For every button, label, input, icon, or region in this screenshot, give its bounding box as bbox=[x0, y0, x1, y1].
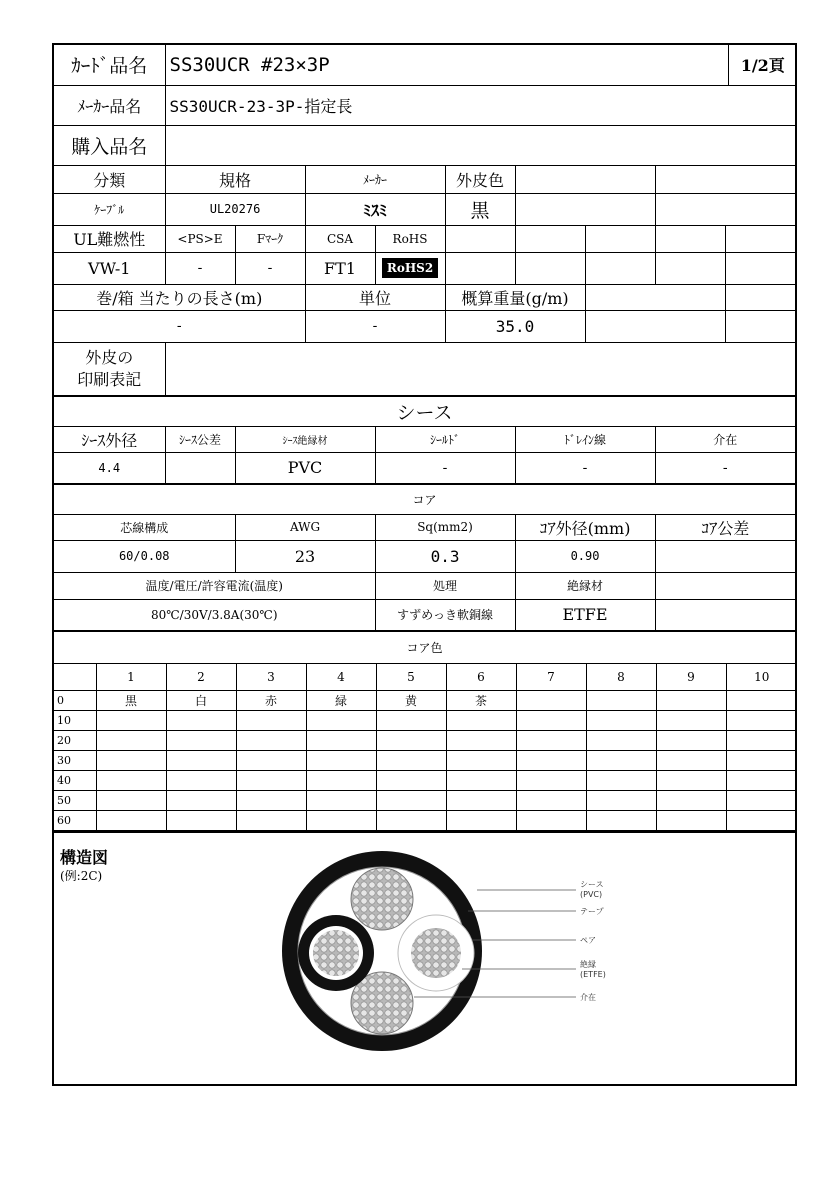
table-row bbox=[54, 711, 797, 731]
empty-cell bbox=[445, 225, 515, 252]
conductor-top bbox=[351, 868, 413, 930]
pse-value: - bbox=[165, 252, 235, 284]
color-cell bbox=[726, 751, 797, 771]
empty-cell bbox=[655, 193, 795, 225]
color-column-header: 3 bbox=[236, 664, 306, 691]
color-cell bbox=[726, 791, 797, 811]
card-name-value: SS30UCR #23×3P bbox=[165, 45, 728, 85]
sheath-insulation-label: ｼｰｽ絶縁材 bbox=[235, 426, 375, 452]
color-cell bbox=[306, 791, 376, 811]
maker-name-label: ﾒｰｶｰ品名 bbox=[54, 86, 165, 126]
color-cell bbox=[516, 771, 586, 791]
empty-cell bbox=[655, 225, 725, 252]
color-cell bbox=[306, 711, 376, 731]
f-mark-value: - bbox=[235, 252, 305, 284]
card-name-label: ｶｰﾄﾞ品名 bbox=[54, 45, 165, 85]
color-cell bbox=[516, 731, 586, 751]
color-cell bbox=[236, 751, 306, 771]
color-cell bbox=[516, 711, 586, 731]
spec-grid bbox=[54, 166, 795, 664]
color-cell bbox=[96, 731, 166, 751]
sq-value: 0.3 bbox=[375, 540, 515, 572]
shield-value: - bbox=[375, 452, 515, 484]
color-cell bbox=[586, 691, 656, 711]
color-row-label: 30 bbox=[54, 751, 96, 771]
unit-value: - bbox=[305, 310, 445, 342]
color-cell bbox=[376, 771, 446, 791]
color-cell bbox=[306, 811, 376, 831]
weight-value: 35.0 bbox=[445, 310, 585, 342]
color-cell bbox=[166, 811, 236, 831]
color-cell bbox=[306, 731, 376, 751]
color-cell bbox=[656, 691, 726, 711]
unit-label: 単位 bbox=[305, 284, 445, 310]
empty-cell bbox=[655, 252, 725, 284]
color-cell: 緑 bbox=[306, 691, 376, 711]
color-cell bbox=[376, 791, 446, 811]
color-cell bbox=[656, 811, 726, 831]
drain-wire-value: - bbox=[515, 452, 655, 484]
core-color-header bbox=[54, 664, 797, 691]
color-cell bbox=[446, 731, 516, 751]
color-cell bbox=[586, 731, 656, 751]
core-od-label: ｺｱ外径(mm) bbox=[515, 514, 655, 540]
color-cell bbox=[446, 771, 516, 791]
f-mark-label: Fﾏｰｸ bbox=[235, 225, 305, 252]
color-column-header: 4 bbox=[306, 664, 376, 691]
classification-label: 分類 bbox=[54, 166, 165, 193]
drain-wire-label: ﾄﾞﾚｲﾝ線 bbox=[515, 426, 655, 452]
empty-cell bbox=[655, 166, 795, 193]
color-row-label: 40 bbox=[54, 771, 96, 791]
treatment-value: すずめっき軟銅線 bbox=[375, 599, 515, 631]
color-cell bbox=[236, 791, 306, 811]
length-per-reel-value: - bbox=[54, 310, 305, 342]
color-cell bbox=[376, 751, 446, 771]
label-insulation: 絶縁 bbox=[580, 960, 596, 969]
color-cell bbox=[236, 811, 306, 831]
conductor-left bbox=[313, 930, 359, 976]
empty-cell bbox=[515, 252, 585, 284]
color-cell bbox=[96, 771, 166, 791]
rohs-value-cell bbox=[375, 252, 445, 284]
color-cell bbox=[376, 811, 446, 831]
treatment-label: 処理 bbox=[375, 572, 515, 599]
insulation-label: 絶縁材 bbox=[515, 572, 655, 599]
conductor-right bbox=[411, 928, 461, 978]
color-cell bbox=[166, 731, 236, 751]
color-cell bbox=[96, 711, 166, 731]
maker-value: ﾐｽﾐ bbox=[305, 193, 445, 225]
spec-sheet bbox=[52, 43, 797, 1086]
purchase-name-value bbox=[165, 126, 797, 166]
color-cell bbox=[236, 731, 306, 751]
sheath-tolerance-value bbox=[165, 452, 235, 484]
color-cell bbox=[236, 771, 306, 791]
color-cell: 茶 bbox=[446, 691, 516, 711]
color-cell: 黒 bbox=[96, 691, 166, 711]
standard-label: 規格 bbox=[165, 166, 305, 193]
weight-label: 概算重量(g/m) bbox=[445, 284, 585, 310]
color-column-header: 1 bbox=[96, 664, 166, 691]
pse-label: <PS>E bbox=[165, 225, 235, 252]
color-cell bbox=[586, 711, 656, 731]
core-color-table bbox=[54, 664, 797, 832]
color-cell bbox=[586, 811, 656, 831]
filler-value: - bbox=[655, 452, 795, 484]
label-sheath-material: (PVC) bbox=[580, 890, 603, 899]
filler-label: 介在 bbox=[655, 426, 795, 452]
awg-value: 23 bbox=[235, 540, 375, 572]
print-value bbox=[165, 342, 795, 396]
ul-flame-value: VW-1 bbox=[54, 252, 165, 284]
label-filler: 介在 bbox=[580, 993, 596, 1002]
sheath-od-label: ｼｰｽ外径 bbox=[54, 426, 165, 452]
color-cell bbox=[166, 711, 236, 731]
header-table-2 bbox=[54, 86, 797, 167]
length-per-reel-label: 巻/箱 当たりの長さ(m) bbox=[54, 284, 305, 310]
empty-cell bbox=[515, 225, 585, 252]
color-cell bbox=[306, 751, 376, 771]
color-column-header: 5 bbox=[376, 664, 446, 691]
color-cell: 赤 bbox=[236, 691, 306, 711]
color-cell bbox=[96, 751, 166, 771]
empty-cell bbox=[585, 252, 655, 284]
sheath-color-label: 外皮色 bbox=[445, 166, 515, 193]
color-cell bbox=[726, 711, 797, 731]
csa-label: CSA bbox=[305, 225, 375, 252]
empty-cell bbox=[655, 599, 795, 631]
empty-cell bbox=[515, 193, 655, 225]
table-row bbox=[54, 791, 797, 811]
structure-section bbox=[54, 831, 795, 1075]
rohs-label: RoHS bbox=[375, 225, 445, 252]
color-column-header: 6 bbox=[446, 664, 516, 691]
color-cell bbox=[96, 791, 166, 811]
table-row bbox=[54, 751, 797, 771]
color-row-label: 50 bbox=[54, 791, 96, 811]
empty-cell bbox=[515, 166, 655, 193]
color-cell bbox=[516, 811, 586, 831]
table-row bbox=[54, 771, 797, 791]
rohs-badge: RoHS2 bbox=[382, 258, 438, 278]
header-table bbox=[54, 45, 797, 86]
color-cell bbox=[656, 751, 726, 771]
core-tolerance-value bbox=[655, 540, 795, 572]
color-cell bbox=[96, 811, 166, 831]
color-cell bbox=[446, 711, 516, 731]
rating-value: 80℃/30V/3.8A(30℃) bbox=[54, 599, 375, 631]
color-cell bbox=[446, 751, 516, 771]
structure-note: (例:2C) bbox=[60, 869, 103, 883]
table-row bbox=[54, 811, 797, 831]
color-cell bbox=[376, 731, 446, 751]
sheath-tolerance-label: ｼｰｽ公差 bbox=[165, 426, 235, 452]
page-indicator: 1/2頁 bbox=[728, 45, 797, 85]
color-column-header: 10 bbox=[726, 664, 797, 691]
color-cell bbox=[236, 711, 306, 731]
maker-label: ﾒｰｶｰ bbox=[305, 166, 445, 193]
empty-cell bbox=[655, 572, 795, 599]
purchase-name-label: 購入品名 bbox=[54, 126, 165, 166]
maker-name-value: SS30UCR-23-3P-指定長 bbox=[165, 86, 797, 126]
color-cell bbox=[586, 751, 656, 771]
label-tape: テープ bbox=[580, 907, 604, 916]
label-insulation-material: (ETFE) bbox=[580, 970, 606, 979]
color-cell bbox=[656, 731, 726, 751]
color-column-header: 2 bbox=[166, 664, 236, 691]
color-cell bbox=[726, 691, 797, 711]
empty-cell bbox=[725, 225, 795, 252]
empty-cell bbox=[585, 284, 725, 310]
empty-cell bbox=[725, 284, 795, 310]
color-column-header: 7 bbox=[516, 664, 586, 691]
sq-label: Sq(mm2) bbox=[375, 514, 515, 540]
color-cell bbox=[306, 771, 376, 791]
structure-title: 構造図 bbox=[60, 848, 109, 867]
empty-cell bbox=[54, 664, 96, 691]
empty-cell bbox=[585, 225, 655, 252]
table-row bbox=[54, 691, 797, 711]
core-color-title: コア色 bbox=[54, 631, 795, 663]
sheath-insulation-value: PVC bbox=[235, 452, 375, 484]
color-row-label: 0 bbox=[54, 691, 96, 711]
label-sheath: シース bbox=[580, 880, 604, 889]
empty-cell bbox=[725, 252, 795, 284]
csa-value: FT1 bbox=[305, 252, 375, 284]
strand-config-label: 芯線構成 bbox=[54, 514, 235, 540]
empty-cell bbox=[725, 310, 795, 342]
awg-label: AWG bbox=[235, 514, 375, 540]
print-label-line1: 外皮の bbox=[85, 347, 134, 367]
color-cell bbox=[726, 771, 797, 791]
color-column-header: 9 bbox=[656, 664, 726, 691]
color-cell bbox=[166, 791, 236, 811]
label-pair: ペア bbox=[580, 936, 596, 945]
color-cell bbox=[586, 771, 656, 791]
rating-label: 温度/電圧/許容電流(温度) bbox=[54, 572, 375, 599]
color-cell bbox=[656, 711, 726, 731]
table-row bbox=[54, 731, 797, 751]
color-cell bbox=[656, 771, 726, 791]
ul-flame-label: UL難燃性 bbox=[54, 225, 165, 252]
color-cell bbox=[656, 791, 726, 811]
core-tolerance-label: ｺｱ公差 bbox=[655, 514, 795, 540]
color-row-label: 20 bbox=[54, 731, 96, 751]
color-cell: 白 bbox=[166, 691, 236, 711]
color-cell bbox=[516, 691, 586, 711]
sheath-color-value: 黒 bbox=[445, 193, 515, 225]
core-title: コア bbox=[54, 484, 795, 514]
empty-cell bbox=[585, 310, 725, 342]
color-cell bbox=[516, 751, 586, 771]
insulation-value: ETFE bbox=[515, 599, 655, 631]
color-cell bbox=[446, 811, 516, 831]
color-cell: 黄 bbox=[376, 691, 446, 711]
color-column-header: 8 bbox=[586, 664, 656, 691]
color-cell bbox=[166, 771, 236, 791]
strand-config-value: 60/0.08 bbox=[54, 540, 235, 572]
sheath-od-value: 4.4 bbox=[54, 452, 165, 484]
core-od-value: 0.90 bbox=[515, 540, 655, 572]
sheath-title: シース bbox=[54, 396, 795, 426]
color-cell bbox=[376, 711, 446, 731]
print-label-line2: 印刷表記 bbox=[77, 369, 142, 389]
shield-label: ｼｰﾙﾄﾞ bbox=[375, 426, 515, 452]
color-row-label: 10 bbox=[54, 711, 96, 731]
color-cell bbox=[516, 791, 586, 811]
color-row-label: 60 bbox=[54, 811, 96, 831]
empty-cell bbox=[445, 252, 515, 284]
cable-cross-section bbox=[264, 841, 624, 1061]
color-cell bbox=[166, 751, 236, 771]
color-cell bbox=[726, 811, 797, 831]
color-cell bbox=[446, 791, 516, 811]
color-cell bbox=[726, 731, 797, 751]
print-label bbox=[54, 342, 165, 396]
classification-value: ｹｰﾌﾞﾙ bbox=[54, 193, 165, 225]
color-cell bbox=[586, 791, 656, 811]
standard-value: UL20276 bbox=[165, 193, 305, 225]
